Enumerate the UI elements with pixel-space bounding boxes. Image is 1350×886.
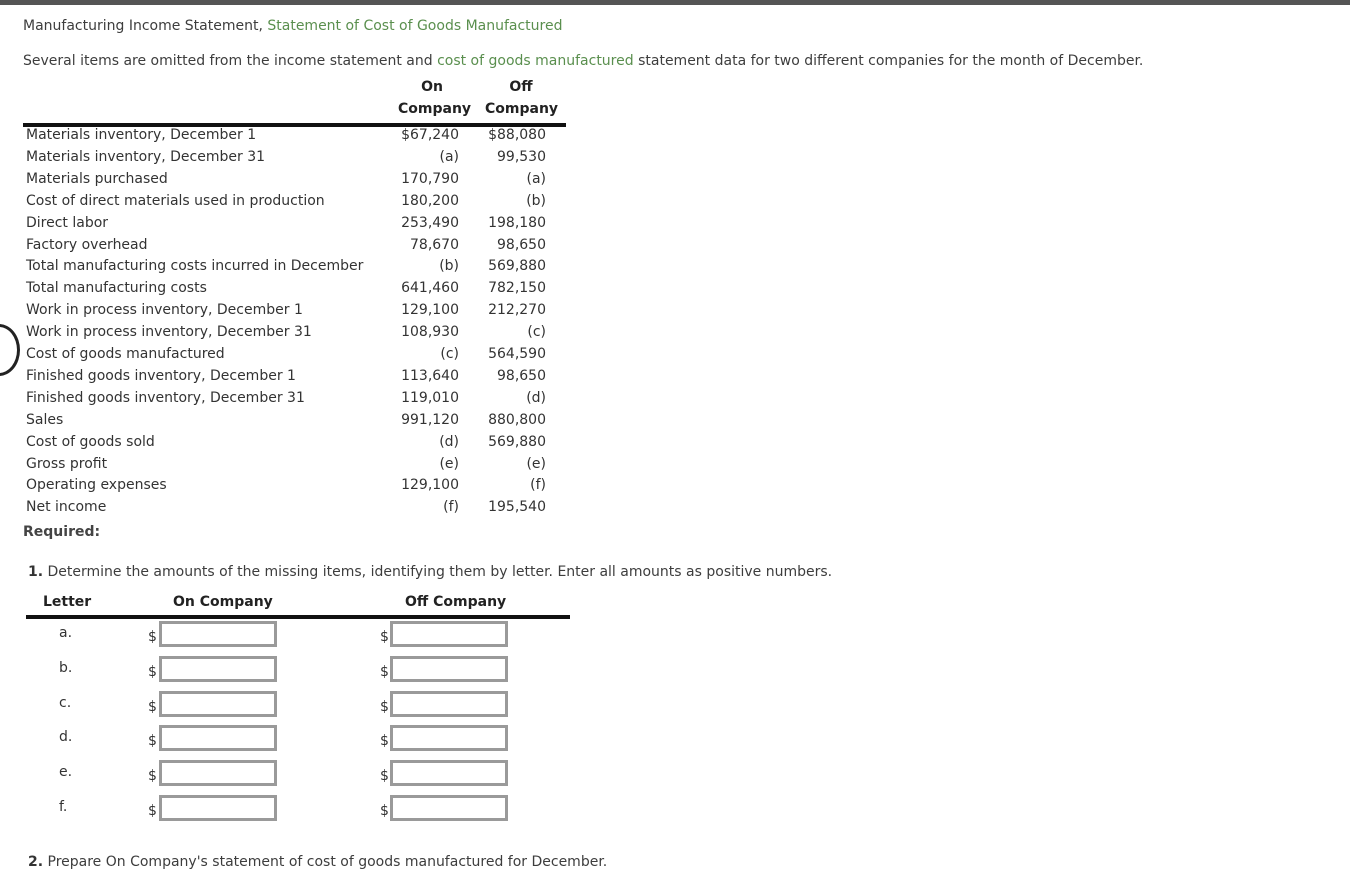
on-company-input-d[interactable]: [159, 725, 277, 751]
row-off-company-value: (d): [526, 389, 546, 406]
row-on-company-value: 119,010: [401, 389, 459, 406]
data-table-row: [26, 302, 566, 324]
data-table-row: [26, 324, 566, 346]
answer-letter: c.: [59, 694, 72, 711]
off-company-input-e[interactable]: [390, 760, 508, 786]
off-company-dollar-sign: $: [380, 803, 389, 819]
off-company-input-f[interactable]: [390, 795, 508, 821]
data-table-row: [26, 412, 566, 434]
data-table-row: [26, 258, 566, 280]
off-company-input-d[interactable]: [390, 725, 508, 751]
answer-letter: f.: [59, 799, 68, 815]
row-label: Work in process inventory, December 1: [26, 302, 303, 319]
question-2: [28, 854, 607, 870]
row-label: Total manufacturing costs: [26, 280, 207, 297]
data-table-row: [26, 434, 566, 456]
on-company-input-b[interactable]: [159, 656, 277, 682]
page-title: [23, 18, 563, 34]
off-company-input-c[interactable]: [390, 691, 508, 717]
row-label: Materials inventory, December 1: [26, 127, 257, 143]
answer-letter: e.: [59, 764, 73, 781]
row-off-company-value: 569,880: [488, 433, 546, 450]
off-company-dollar-sign: $: [380, 698, 389, 715]
row-on-company-value: (d): [439, 433, 459, 450]
answer-letter: a.: [59, 625, 73, 641]
row-label: Cost of goods sold: [26, 433, 155, 450]
row-label: Net income: [26, 499, 107, 516]
row-on-company-value: 170,790: [401, 170, 459, 187]
data-table-row: [26, 346, 566, 368]
row-label: Finished goods inventory, December 1: [26, 367, 296, 384]
row-on-company-value: 129,100: [401, 477, 459, 494]
intro-link-cogm[interactable]: cost of goods manufactured: [437, 53, 634, 69]
col-header-off-line1: Off: [509, 79, 533, 95]
data-table-row: [26, 149, 566, 171]
title-prefix: Manufacturing Income Statement,: [23, 18, 268, 34]
data-table-row: [26, 499, 566, 521]
answer-col-on: On Company: [173, 594, 273, 610]
row-on-company-value: 253,490: [401, 214, 459, 231]
data-table-row: [26, 477, 566, 499]
answer-col-off: Off Company: [405, 594, 507, 610]
off-company-dollar-sign: $: [380, 629, 389, 645]
answer-table-header-rule: [26, 615, 570, 619]
answer-row: [26, 760, 570, 794]
row-on-company-value: 113,640: [401, 367, 459, 384]
row-on-company-value: 180,200: [401, 192, 459, 209]
row-off-company-value: 569,880: [488, 258, 546, 275]
off-company-input-b[interactable]: [390, 656, 508, 682]
data-table-row: [26, 193, 566, 215]
answer-col-letter: Letter: [43, 594, 92, 610]
row-label: Operating expenses: [26, 477, 167, 494]
row-label: Sales: [26, 411, 64, 428]
row-off-company-value: 212,270: [488, 302, 546, 319]
row-off-company-value: 98,650: [497, 236, 546, 253]
row-off-company-value: 880,800: [488, 411, 546, 428]
row-on-company-value: (b): [439, 258, 459, 275]
row-on-company-value: 129,100: [401, 302, 459, 319]
row-off-company-value: 782,150: [488, 280, 546, 297]
row-off-company-value: $88,080: [488, 127, 546, 143]
data-table-row: [26, 237, 566, 259]
data-table-row: [26, 456, 566, 478]
question-1-number: 1.: [28, 564, 44, 580]
row-off-company-value: (c): [527, 324, 546, 341]
off-company-dollar-sign: $: [380, 663, 389, 680]
question-2-number: 2.: [28, 854, 44, 870]
row-off-company-value: 198,180: [488, 214, 546, 231]
off-company-input-a[interactable]: [390, 621, 508, 647]
row-on-company-value: 78,670: [410, 236, 459, 253]
row-off-company-value: (e): [526, 455, 546, 472]
row-on-company-value: (c): [440, 346, 459, 362]
row-off-company-value: (f): [530, 477, 546, 494]
row-label: Total manufacturing costs incurred in December: [26, 258, 364, 275]
answer-letter: d.: [59, 729, 73, 746]
on-company-dollar-sign: $: [148, 733, 157, 750]
row-on-company-value: 108,930: [401, 324, 459, 341]
answer-row: [26, 621, 570, 655]
row-label: Materials purchased: [26, 170, 168, 187]
answer-row: [26, 656, 570, 690]
answer-row: [26, 725, 570, 759]
row-off-company-value: 98,650: [497, 367, 546, 384]
answer-row: [26, 691, 570, 725]
row-label: Direct labor: [26, 214, 109, 231]
row-label: Finished goods inventory, December 31: [26, 389, 305, 406]
row-off-company-value: 195,540: [488, 499, 546, 516]
data-table-row: [26, 127, 566, 149]
data-table-row: [26, 171, 566, 193]
row-on-company-value: 641,460: [401, 280, 459, 297]
question-1-text: Determine the amounts of the missing items, identifying them by letter. Enter all amounts as positive numbers.: [43, 564, 833, 580]
row-label: Factory overhead: [26, 236, 148, 253]
on-company-dollar-sign: $: [148, 698, 157, 715]
on-company-input-f[interactable]: [159, 795, 277, 821]
row-on-company-value: (e): [439, 455, 459, 472]
intro-suffix: statement data for two different companies for the month of December.: [633, 53, 1144, 69]
row-label: Cost of goods manufactured: [26, 346, 225, 362]
row-label: Work in process inventory, December 31: [26, 324, 312, 341]
data-table-row: [26, 390, 566, 412]
answer-letter: b.: [59, 659, 73, 676]
row-on-company-value: 991,120: [401, 411, 459, 428]
row-label: Materials inventory, December 31: [26, 148, 266, 165]
data-table-row: [26, 280, 566, 302]
col-header-on-line2: Company: [398, 101, 472, 117]
required-heading: Required:: [23, 524, 101, 540]
off-company-dollar-sign: $: [380, 733, 389, 750]
row-off-company-value: (b): [526, 192, 546, 209]
off-company-dollar-sign: $: [380, 768, 389, 785]
on-company-dollar-sign: $: [148, 663, 157, 680]
top-border-bar: [0, 0, 1350, 5]
col-header-off-line2: Company: [485, 101, 559, 117]
on-company-input-c[interactable]: [159, 691, 277, 717]
data-table-row: [26, 368, 566, 390]
side-circle-marker: [0, 324, 20, 376]
on-company-dollar-sign: $: [148, 803, 157, 819]
question-2-text: Prepare On Company's statement of cost of goods manufactured for December.: [43, 854, 608, 870]
on-company-dollar-sign: $: [148, 629, 157, 645]
intro-prefix: Several items are omitted from the income statement and: [23, 53, 438, 69]
answer-row: [26, 795, 570, 829]
row-label: Gross profit: [26, 455, 108, 472]
row-on-company-value: (a): [439, 148, 459, 165]
question-1: [28, 564, 832, 580]
row-off-company-value: 99,530: [497, 148, 546, 165]
data-table-row: [26, 215, 566, 237]
row-on-company-value: (f): [443, 499, 459, 516]
row-on-company-value: $67,240: [401, 127, 459, 143]
row-label: Cost of direct materials used in production: [26, 192, 325, 209]
on-company-dollar-sign: $: [148, 768, 157, 785]
intro-paragraph: [23, 53, 1143, 69]
row-off-company-value: (a): [526, 170, 546, 187]
col-header-on-line1: On: [421, 79, 443, 95]
on-company-input-a[interactable]: [159, 621, 277, 647]
title-link[interactable]: Statement of Cost of Goods Manufactured: [267, 18, 563, 34]
row-off-company-value: 564,590: [488, 346, 546, 362]
on-company-input-e[interactable]: [159, 760, 277, 786]
